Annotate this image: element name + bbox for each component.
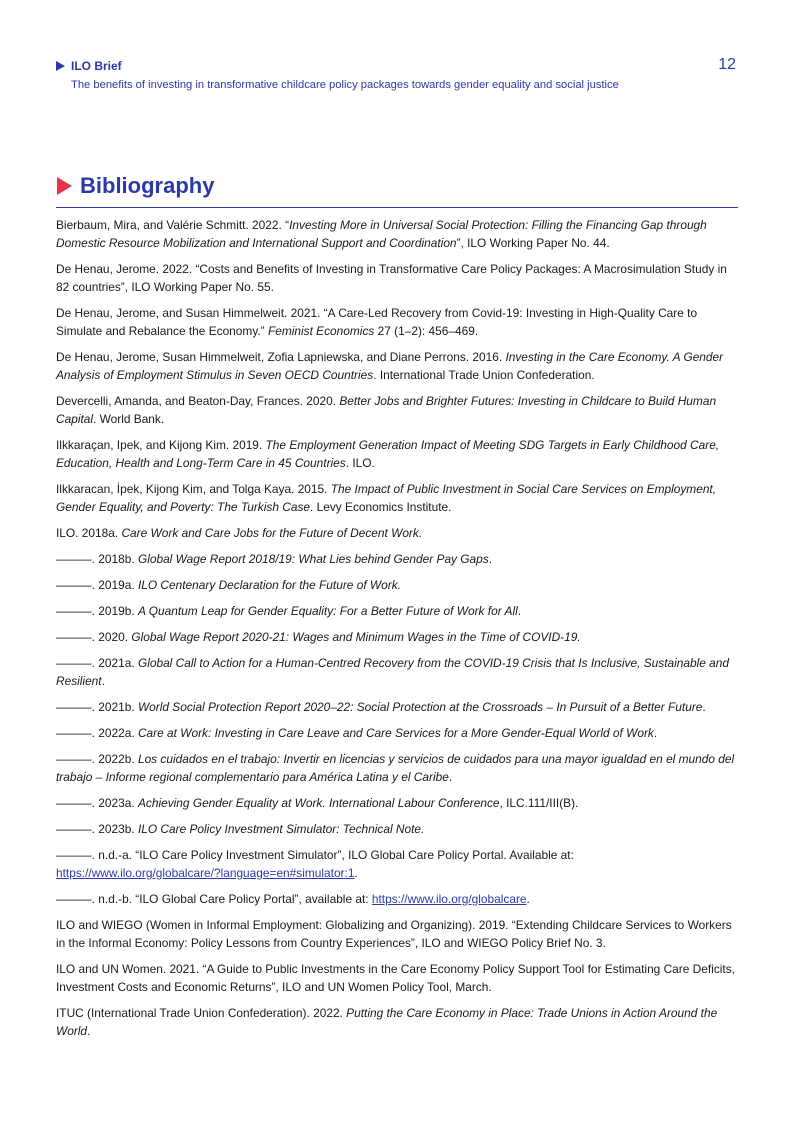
reference-text: ———. 2023a. [56, 796, 138, 810]
reference-text: . [526, 892, 530, 906]
reference-text: De Henau, Jerome, Susan Himmelweit, Zofia Lapniewska, and Diane Perrons. 2016. [56, 350, 506, 364]
reference-text: , ILC.111/III(B). [499, 796, 579, 810]
section-title: Bibliography [80, 173, 215, 198]
reference-text: . [517, 604, 522, 618]
reference-title: Putting the Care Economy in Place: Trade Unions in Action Around the World [56, 1006, 718, 1038]
reference-title: Investing in the Care Economy. A Gender Analysis of Employment Stimulus in Seven OECD Countries [56, 350, 724, 382]
reference-text: . [488, 552, 493, 566]
reference-text: ———. 2018b. [56, 552, 138, 566]
reference-title: A Quantum Leap for Gender Equality: For a Better Future of Work for All [137, 604, 518, 618]
reference-text: . [448, 770, 453, 784]
reference-list [56, 216, 738, 1048]
reference-title: The Employment Generation Impact of Meeting SDG Targets in Early Childhood Care, Education, Health and Long-Term Care in 45 Countries [56, 438, 720, 470]
reference-entry [56, 524, 738, 542]
reference-text: Bierbaum, Mira, and Valérie Schmitt. 2022. “ [56, 218, 290, 232]
reference-entry [56, 348, 738, 384]
reference-entry [56, 654, 738, 690]
reference-text: . Levy Economics Institute. [310, 500, 452, 514]
heading-divider [56, 207, 738, 208]
reference-title: Los cuidados en el trabajo: Invertir en licencias y servicios de cuidados para una mayor igualdad en el mundo del trabajo – Informe regional complementario para América Latina y el Caribe [56, 752, 735, 784]
page-header [56, 59, 736, 91]
reference-title: Feminist Economics [267, 324, 375, 338]
reference-title: Better Jobs and Brighter Futures: Investing in Childcare to Build Human Capital [56, 394, 717, 426]
reference-text: De Henau, Jerome. 2022. “Costs and Benefits of Investing in Transformative Care Policy Packages: A Macrosimulation Study in 82 countries”, ILO Working Paper No. 55. [56, 262, 727, 294]
reference-text: . [101, 674, 105, 688]
reference-title: World Social Protection Report 2020–22: Social Protection at the Crossroads – In Pursuit of a Better Future [137, 700, 703, 714]
reference-entry [56, 750, 738, 786]
reference-text: . World Bank. [93, 412, 165, 426]
reference-title: The Impact of Public Investment in Social Care Services on Employment, Gender Equality, and Poverty: The Turkish Case [56, 482, 717, 514]
reference-text: ———. n.d.-b. “ILO Global Care Policy Portal”, available at: [56, 892, 372, 906]
reference-entry [56, 602, 738, 620]
reference-text: ———. 2021b. [56, 700, 138, 714]
reference-text: ILO. 2018a. [56, 526, 122, 540]
reference-text: . [702, 700, 706, 714]
section-heading [57, 173, 214, 199]
reference-text: 27 (1–2): 456–469. [374, 324, 479, 338]
reference-entry [56, 724, 738, 742]
reference-text: De Henau, Jerome, and Susan Himmelweit. 2021. “A Care-Led Recovery from Covid-19: Investing in High-Quality Care to Simulate and Rebalance the Economy.” [56, 306, 698, 338]
reference-entry [56, 1004, 738, 1040]
reference-text: . [87, 1024, 91, 1038]
reference-text: Ilkkaraçan, Ipek, and Kijong Kim. 2019. [56, 438, 266, 452]
reference-entry [56, 698, 738, 716]
reference-entry [56, 392, 738, 428]
reference-entry [56, 304, 738, 340]
reference-text: Devercelli, Amanda, and Beaton-Day, Frances. 2020. [56, 394, 340, 408]
page-number: 12 [718, 56, 736, 73]
reference-text: . [354, 866, 358, 880]
reference-entry [56, 436, 738, 472]
reference-text: ———. 2019a. [56, 578, 138, 592]
reference-title: Global Wage Report 2020-21: Wages and Minimum Wages in the Time of COVID-19. [131, 630, 581, 644]
reference-entry [56, 846, 738, 882]
reference-text: ———. 2019b. [56, 604, 138, 618]
reference-entry [56, 890, 738, 908]
reference-title: Care at Work: Investing in Care Leave and Care Services for a More Gender-Equal World of Work [137, 726, 654, 740]
reference-text: ITUC (International Trade Union Confederation). 2022. [56, 1006, 347, 1020]
triangle-bullet-icon [56, 61, 65, 71]
reference-text: ———. 2020. [56, 630, 132, 644]
reference-text: ILO and UN Women. 2021. “A Guide to Public Investments in the Care Economy Policy Support Tool for Estimating Care Deficits, Investment Costs and Economic Returns”, ILO and UN Women Policy Tool, March. [56, 962, 735, 994]
reference-link[interactable]: https://www.ilo.org/globalcare [371, 892, 527, 906]
reference-title: Care Work and Care Jobs for the Future of Decent Work. [121, 526, 423, 540]
reference-entry [56, 916, 738, 952]
reference-entry [56, 480, 738, 516]
reference-entry [56, 260, 738, 296]
reference-entry [56, 576, 738, 594]
reference-text: ———. n.d.-a. “ILO Care Policy Investment Simulator”, ILO Global Care Policy Portal. Available at: [56, 848, 574, 862]
reference-text: . ILO. [345, 456, 375, 470]
reference-link[interactable]: https://www.ilo.org/globalcare/?language=en#simulator:1 [56, 866, 355, 880]
reference-entry [56, 550, 738, 568]
reference-entry [56, 820, 738, 838]
reference-text: . International Trade Union Confederation. [373, 368, 595, 382]
reference-title: Global Wage Report 2018/19: What Lies behind Gender Pay Gaps [137, 552, 489, 566]
reference-title: Achieving Gender Equality at Work. International Labour Conference [137, 796, 500, 810]
reference-text: ILO and WIEGO (Women in Informal Employment: Globalizing and Organizing). 2019. “Extending Childcare Services to Workers in the Informal Economy: Policy Lessons from Country Experiences”, ILO and WIEGO Policy Brief No. 3. [56, 918, 732, 950]
reference-entry [56, 794, 738, 812]
reference-entry [56, 628, 738, 646]
reference-title: Global Call to Action for a Human-Centred Recovery from the COVID-19 Crisis that Is Inclusive, Sustainable and Resilient [56, 656, 729, 688]
reference-title: ILO Care Policy Investment Simulator: Technical Note. [137, 822, 425, 836]
reference-title: ILO Centenary Declaration for the Future of Work. [137, 578, 401, 592]
triangle-heading-icon [57, 177, 72, 195]
document-subtitle: The benefits of investing in transformative childcare policy packages towards gender equality and social justice [71, 79, 619, 91]
reference-text: ———. 2021a. [56, 656, 138, 670]
reference-text: ———. 2022a. [56, 726, 138, 740]
reference-entry [56, 960, 738, 996]
reference-text: Ilkkaracan, İpek, Kijong Kim, and Tolga Kaya. 2015. [56, 482, 331, 496]
reference-title: Investing More in Universal Social Protection: Filling the Financing Gap through Domestic Resource Mobilization and International Support and Coordination [56, 218, 707, 250]
brief-label: ILO Brief [71, 59, 122, 73]
reference-text: . [653, 726, 658, 740]
reference-text: ”, ILO Working Paper No. 44. [456, 236, 610, 250]
brief-label-row [56, 59, 736, 73]
reference-text: ———. 2023b. [56, 822, 138, 836]
reference-entry [56, 216, 738, 252]
reference-text: ———. 2022b. [56, 752, 138, 766]
